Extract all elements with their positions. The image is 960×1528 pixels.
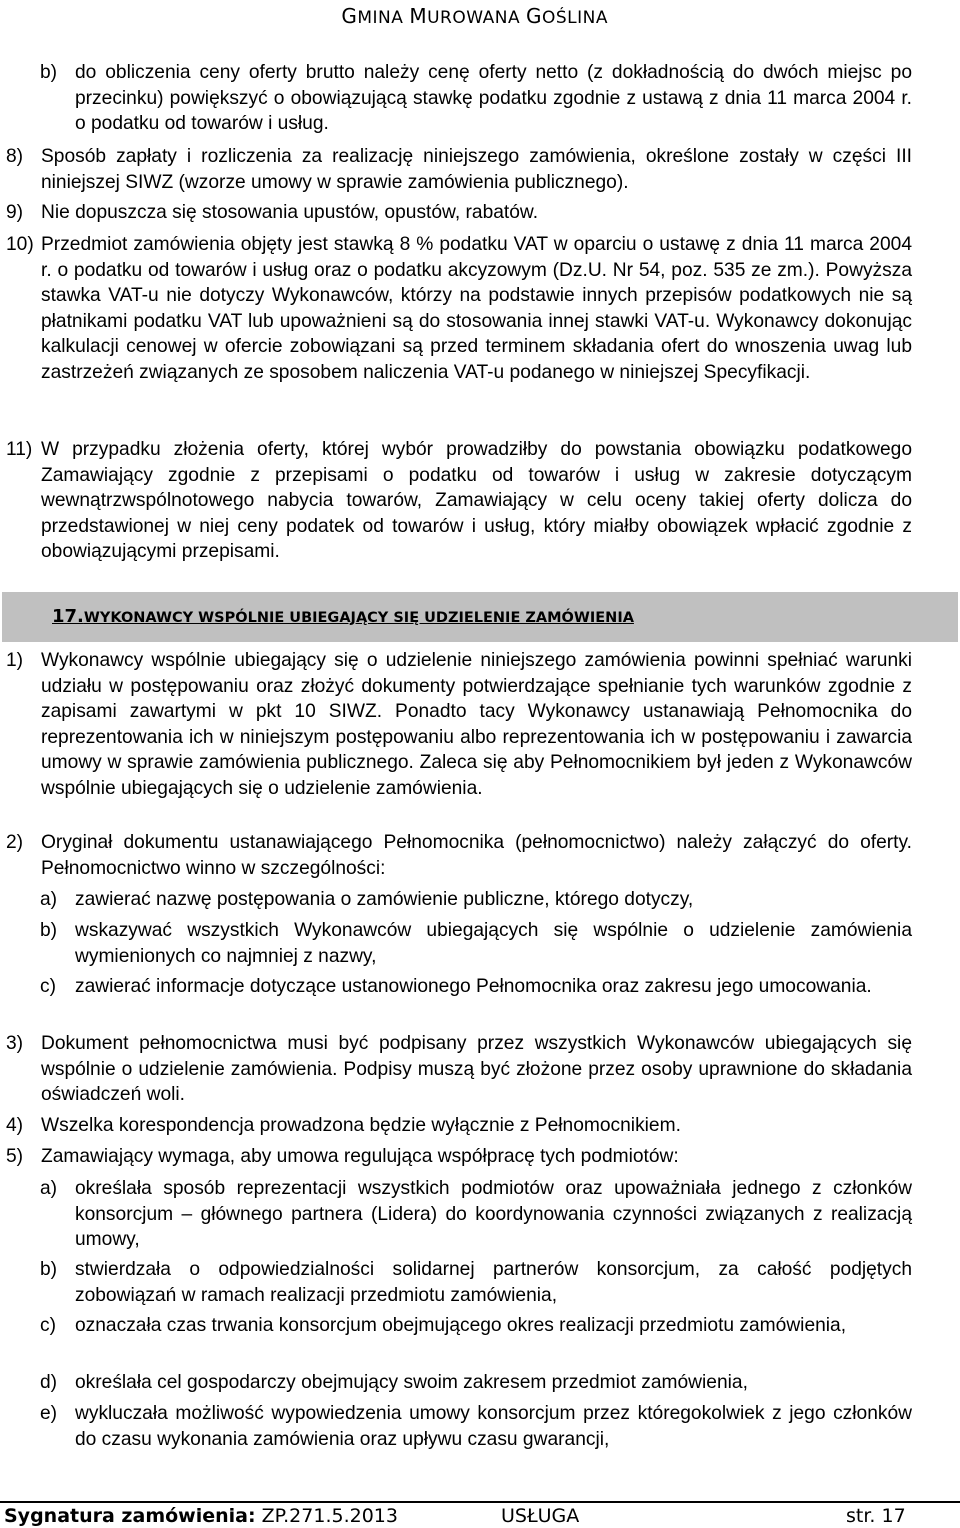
footer-label: [4, 1505, 398, 1527]
sub-list-item: [40, 974, 912, 1000]
list-item: [6, 437, 912, 565]
sub-list-item: [40, 1257, 912, 1308]
list-item: [40, 60, 912, 137]
list-item: [6, 200, 912, 226]
header-letter: M: [409, 4, 428, 28]
header-letter: G: [341, 4, 358, 28]
item-text: Dokument pełnomocnictwa musi być podpisany przez wszystkich Wykonawców ubiegających się wspólnie o udzielenie zamówienia. Podpisy muszą być złożone przez osoby uprawnione do składania oświadczeń woli.: [41, 1033, 912, 1106]
item-text: do obliczenia ceny oferty brutto należy cenę oferty netto (z dokładnością do dwóch miejsc po przecinku) powiększyć o obowiązującą stawkę podatku zgodnie z ustawą z dnia 11 marca 2004 r. o podatku od towarów i usług.: [75, 62, 912, 135]
item-number: a): [40, 889, 58, 910]
item-number: 1): [6, 650, 24, 671]
list-item: [6, 1113, 912, 1139]
sub-list-item: [40, 1401, 912, 1452]
item-number: b): [40, 62, 58, 83]
item-number: c): [40, 1315, 56, 1336]
item-text: Wszelka korespondencja prowadzona będzie wyłącznie z Pełnomocnikiem.: [41, 1115, 681, 1136]
item-text: W przypadku złożenia oferty, której wybór prowadziłby do powstania obowiązku podatkowego Zamawiający zgodnie z przepisami o podatku od towarów i usług w zakresie dotyczącym wewnątrzwspólnotowego nabycia towarów, Zamawiający w celu oceny takiej oferty dolicza do przedstawionej w niej ceny podatek od towarów i usług, który miałby obowiązek wpłacić zgodnie z obowiązującymi przepisami.: [41, 439, 912, 563]
header-word: UROWANA: [427, 8, 521, 28]
item-text: Wykonawcy wspólnie ubiegający się o udzielenie niniejszego zamówienia powinni spełniać warunki udziału w postępowaniu oraz złożyć dokumenty potwierdzające spełnianie tych warunków zgodnie z zapisami zawartymi w pkt 10 SIWZ. Ponadto tacy Wykonawcy ustanawiają Pełnomocnika do reprezentowania ich w niniejszym postępowaniu albo reprezentowania ich w postępowaniu i zawarcia umowy w sprawie zamówienia publicznego. Zaleca się aby Pełnomocnikiem był jeden z Wykonawców wspólnie ubiegających się o udzielenie zamówienia.: [41, 650, 912, 799]
item-number: 3): [6, 1033, 24, 1054]
item-number: a): [40, 1178, 58, 1199]
list-item: [6, 232, 912, 386]
footer-type: USŁUGA: [501, 1505, 580, 1527]
section-title: [52, 606, 634, 627]
item-number: 11): [6, 439, 33, 460]
item-number: 8): [6, 146, 24, 167]
list-item: [6, 648, 912, 802]
item-number: d): [40, 1372, 58, 1393]
footer-divider: [0, 1501, 960, 1503]
item-text: Sposób zapłaty i rozliczenia za realizację niniejszego zamówienia, określone zostały w części III niniejszej SIWZ (wzorze umowy w sprawie zamówienia publicznego).: [41, 146, 912, 193]
item-text: Nie dopuszcza się stosowania upustów, opustów, rabatów.: [41, 202, 539, 223]
header-word: MINA: [357, 8, 404, 28]
item-number: e): [40, 1403, 58, 1424]
list-item: [6, 830, 912, 881]
footer-signature-label: Sygnatura zamówienia:: [4, 1505, 256, 1527]
item-text: wykluczała możliwość wypowiedzenia umowy konsorcjum przez któregokolwiek z jego członków do czasu wykonania zamówienia oraz upływu czasu gwarancji,: [75, 1403, 912, 1450]
item-text: zawierać informacje dotyczące ustanowionego Pełnomocnika oraz zakresu jego umocowania.: [75, 976, 872, 997]
list-item: [6, 1144, 912, 1170]
item-number: c): [40, 976, 56, 997]
header-letter: G: [525, 4, 542, 28]
item-text: wskazywać wszystkich Wykonawców ubiegających się wspólnie o udzielenie zamówienia wymienionych co najmniej z nazwy,: [75, 920, 912, 967]
item-text: określała cel gospodarczy obejmujący swoim zakresem przedmiot zamówienia,: [75, 1372, 748, 1393]
item-number: 2): [6, 832, 24, 853]
item-text: Przedmiot zamówienia objęty jest stawką 8 % podatku VAT w oparciu o ustawę z dnia 11 marca 2004 r. o podatku od towarów i usług oraz o podatku akcyzowym (Dz.U. Nr 54, poz. 535 ze zm.). Powyższa stawka VAT-u nie dotyczy Wykonawców, którzy na podstawie innych przepisów podatkowych nie są płatnikami podatku VAT lub upoważnieni są do stosowania innej stawki VAT-u. Wykonawcy dokonując kalkulacji cenowej w ofercie zobowiązani są przed terminem składania ofert do wnoszenia uwag lub zastrzeżeń związanych ze sposobem naliczenia VAT-u podanego w niniejszej Specyfikacji.: [41, 234, 912, 383]
item-number: 9): [6, 202, 24, 223]
sub-list-item: [40, 1176, 912, 1253]
list-item: [6, 144, 912, 195]
item-number: 10): [6, 234, 34, 255]
item-text: Oryginał dokumentu ustanawiającego Pełnomocnika (pełnomocnictwo) należy załączyć do oferty. Pełnomocnictwo winno w szczególności:: [41, 832, 912, 879]
item-text: Zamawiający wymaga, aby umowa regulująca współpracę tych podmiotów:: [41, 1146, 679, 1167]
header-word: OŚLINA: [541, 8, 608, 28]
footer-page-number: str. 17: [846, 1505, 906, 1527]
item-number: 5): [6, 1146, 24, 1167]
item-number: 4): [6, 1115, 24, 1136]
footer-signature-value: ZP.271.5.2013: [261, 1505, 398, 1527]
item-number: b): [40, 920, 58, 941]
page-header: [341, 4, 608, 28]
sub-list-item: [40, 1370, 912, 1396]
item-text: określała sposób reprezentacji wszystkich podmiotów oraz upoważniała jednego z członków konsorcjum – głównego partnera (Lidera) do koordynowania czynności związanych z realizacją umowy,: [75, 1178, 912, 1251]
item-text: zawierać nazwę postępowania o zamówienie publiczne, którego dotyczy,: [75, 889, 694, 910]
item-text: oznaczała czas trwania konsorcjum obejmującego okres realizacji przedmiotu zamówienia,: [75, 1315, 847, 1336]
list-item: [6, 1031, 912, 1108]
item-number: b): [40, 1259, 58, 1280]
sub-list-item: [40, 1313, 912, 1339]
sub-list-item: [40, 887, 912, 913]
section-number: 17.: [52, 606, 84, 627]
sub-list-item: [40, 918, 912, 969]
item-text: stwierdzała o odpowiedzialności solidarnej partnerów konsorcjum, za całość podjętych zobowiązań w ramach realizacji przedmiotu zamówienia,: [75, 1259, 912, 1306]
section-title-text: WYKONAWCY WSPÓLNIE UBIEGAJĄCY SIĘ UDZIELENIE ZAMÓWIENIA: [83, 610, 634, 626]
